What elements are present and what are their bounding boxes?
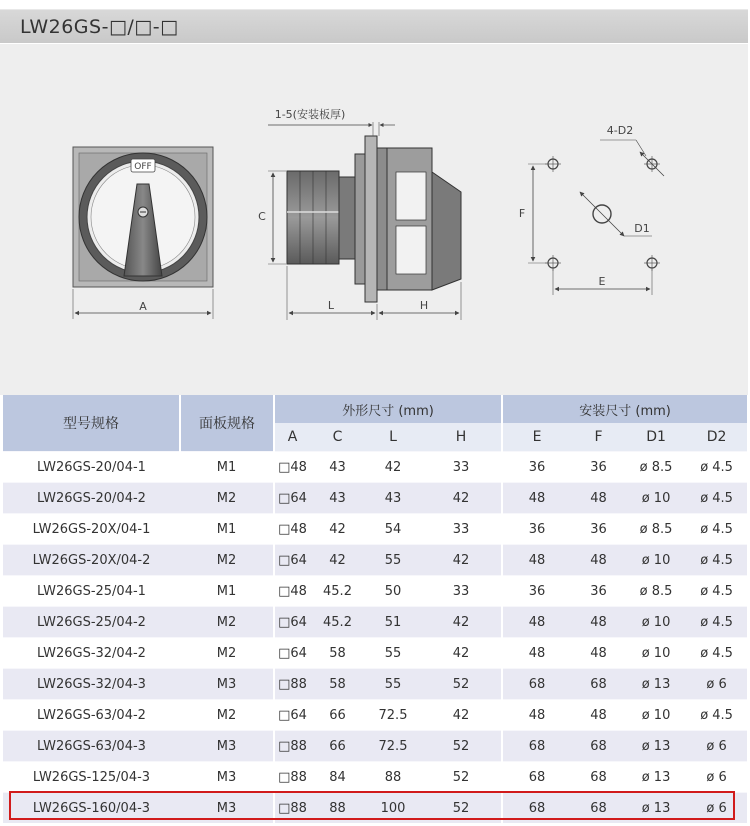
cell-model: LW26GS-20/04-2	[3, 483, 180, 514]
subheader-e: E	[502, 423, 571, 452]
table-row	[3, 545, 747, 576]
cell-d1: ø 13	[626, 731, 686, 762]
cell-model: LW26GS-125/04-3	[3, 762, 180, 793]
cell-d2: ø 6	[686, 793, 747, 824]
cell-f: 36	[571, 576, 626, 607]
cell-a: □88	[274, 762, 310, 793]
cell-f: 68	[571, 731, 626, 762]
cell-f: 48	[571, 638, 626, 669]
cell-panel: M1	[180, 514, 274, 545]
title-bar	[0, 9, 748, 43]
subheader-d1: D1	[626, 423, 686, 452]
cell-a: □88	[274, 793, 310, 824]
cell-panel: M2	[180, 638, 274, 669]
cell-a: □88	[274, 669, 310, 700]
cell-panel: M3	[180, 793, 274, 824]
subheader-d2: D2	[686, 423, 747, 452]
cell-d1: ø 10	[626, 638, 686, 669]
cell-c: 58	[310, 669, 365, 700]
cell-c: 42	[310, 545, 365, 576]
cell-d2: ø 4.5	[686, 514, 747, 545]
cell-l: 100	[365, 793, 421, 824]
cell-e: 36	[502, 452, 571, 483]
cell-e: 36	[502, 576, 571, 607]
cell-c: 42	[310, 514, 365, 545]
cell-d1: ø 10	[626, 545, 686, 576]
dim-e-label: E	[598, 275, 606, 288]
cell-f: 48	[571, 483, 626, 514]
header-mount-dims: 安装尺寸 (mm)	[502, 395, 747, 423]
subheader-l: L	[365, 423, 421, 452]
dim-h-label: H	[419, 299, 429, 312]
cell-h: 33	[421, 576, 502, 607]
cell-c: 88	[310, 793, 365, 824]
cell-l: 50	[365, 576, 421, 607]
table-row	[3, 669, 747, 700]
cell-e: 48	[502, 638, 571, 669]
cell-e: 36	[502, 514, 571, 545]
cell-f: 48	[571, 700, 626, 731]
cell-d2: ø 4.5	[686, 452, 747, 483]
subheader-f: F	[571, 423, 626, 452]
cell-a: □48	[274, 514, 310, 545]
cell-d1: ø 8.5	[626, 514, 686, 545]
cell-e: 48	[502, 545, 571, 576]
table-row	[3, 762, 747, 793]
cell-panel: M3	[180, 762, 274, 793]
header-panel: 面板规格	[180, 395, 274, 452]
cell-a: □48	[274, 452, 310, 483]
dim-f-label: F	[518, 207, 526, 220]
cell-f: 48	[571, 607, 626, 638]
cell-e: 68	[502, 731, 571, 762]
page-title: LW26GS-□/□-□	[20, 16, 179, 38]
cell-h: 42	[421, 607, 502, 638]
cell-d1: ø 13	[626, 669, 686, 700]
cell-panel: M1	[180, 576, 274, 607]
cell-model: LW26GS-25/04-1	[3, 576, 180, 607]
cell-f: 68	[571, 762, 626, 793]
cell-d2: ø 6	[686, 731, 747, 762]
cell-l: 88	[365, 762, 421, 793]
cell-a: □48	[274, 576, 310, 607]
header-model: 型号规格	[3, 395, 180, 452]
table-row	[3, 483, 747, 514]
cell-d2: ø 6	[686, 669, 747, 700]
mounting-diagram	[519, 124, 664, 295]
cell-d2: ø 4.5	[686, 576, 747, 607]
cell-f: 36	[571, 452, 626, 483]
subheader-a: A	[274, 423, 310, 452]
cell-d1: ø 8.5	[626, 576, 686, 607]
cell-c: 66	[310, 700, 365, 731]
plate-thickness-label: 1-5(安装板厚)	[274, 108, 346, 121]
cell-a: □64	[274, 607, 310, 638]
dim-d2-label: 4-D2	[606, 124, 634, 137]
cell-h: 42	[421, 638, 502, 669]
dim-a-label: A	[139, 300, 147, 313]
header-outline-dims: 外形尺寸 (mm)	[274, 395, 502, 423]
cell-h: 33	[421, 452, 502, 483]
cell-panel: M3	[180, 731, 274, 762]
cell-c: 84	[310, 762, 365, 793]
cell-a: □88	[274, 731, 310, 762]
cell-d1: ø 10	[626, 700, 686, 731]
cell-model: LW26GS-63/04-3	[3, 731, 180, 762]
cell-model: LW26GS-32/04-2	[3, 638, 180, 669]
cell-panel: M3	[180, 669, 274, 700]
cell-h: 52	[421, 762, 502, 793]
cell-l: 55	[365, 669, 421, 700]
cell-a: □64	[274, 545, 310, 576]
cell-model: LW26GS-20/04-1	[3, 452, 180, 483]
table-row	[3, 452, 747, 483]
cell-a: □64	[274, 483, 310, 514]
dim-l-label: L	[327, 299, 335, 312]
cell-d2: ø 4.5	[686, 700, 747, 731]
cell-c: 58	[310, 638, 365, 669]
spec-table-body	[3, 452, 747, 824]
cell-panel: M2	[180, 545, 274, 576]
cell-d1: ø 10	[626, 483, 686, 514]
table-row	[3, 514, 747, 545]
cell-d1: ø 8.5	[626, 452, 686, 483]
spec-table	[3, 395, 747, 823]
cell-model: LW26GS-160/04-3	[3, 793, 180, 824]
cell-e: 48	[502, 607, 571, 638]
cell-e: 68	[502, 669, 571, 700]
cell-d1: ø 13	[626, 793, 686, 824]
cell-d2: ø 4.5	[686, 545, 747, 576]
cell-l: 42	[365, 452, 421, 483]
subheader-c: C	[310, 423, 365, 452]
off-label: OFF	[134, 162, 152, 172]
cell-a: □64	[274, 638, 310, 669]
dimension-drawing-svg	[0, 44, 748, 395]
cell-f: 68	[571, 669, 626, 700]
cell-panel: M2	[180, 607, 274, 638]
cell-e: 48	[502, 483, 571, 514]
cell-c: 43	[310, 452, 365, 483]
cell-model: LW26GS-32/04-3	[3, 669, 180, 700]
cell-f: 68	[571, 793, 626, 824]
table-row	[3, 700, 747, 731]
table-row	[3, 638, 747, 669]
cell-panel: M2	[180, 700, 274, 731]
cell-h: 42	[421, 483, 502, 514]
cell-h: 42	[421, 700, 502, 731]
cell-l: 51	[365, 607, 421, 638]
cell-d2: ø 4.5	[686, 638, 747, 669]
cell-l: 72.5	[365, 731, 421, 762]
cell-d2: ø 4.5	[686, 607, 747, 638]
cell-d2: ø 6	[686, 762, 747, 793]
cell-l: 54	[365, 514, 421, 545]
cell-l: 43	[365, 483, 421, 514]
cell-h: 42	[421, 545, 502, 576]
cell-c: 66	[310, 731, 365, 762]
table-row	[3, 731, 747, 762]
dimension-drawing	[0, 44, 748, 395]
cell-e: 68	[502, 762, 571, 793]
cell-model: LW26GS-20X/04-1	[3, 514, 180, 545]
table-row	[3, 607, 747, 638]
dim-c-label: C	[258, 210, 266, 223]
cell-l: 55	[365, 545, 421, 576]
side-view	[258, 107, 461, 320]
cell-f: 36	[571, 514, 626, 545]
subheader-h: H	[421, 423, 502, 452]
cell-h: 52	[421, 793, 502, 824]
cell-f: 48	[571, 545, 626, 576]
cell-panel: M1	[180, 452, 274, 483]
cell-h: 33	[421, 514, 502, 545]
cell-d1: ø 10	[626, 607, 686, 638]
cell-model: LW26GS-20X/04-2	[3, 545, 180, 576]
cell-h: 52	[421, 669, 502, 700]
cell-c: 43	[310, 483, 365, 514]
table-row	[3, 793, 747, 824]
cell-h: 52	[421, 731, 502, 762]
dim-d1-label: D1	[634, 222, 650, 235]
cell-d2: ø 4.5	[686, 483, 747, 514]
cell-model: LW26GS-63/04-2	[3, 700, 180, 731]
cell-l: 72.5	[365, 700, 421, 731]
cell-panel: M2	[180, 483, 274, 514]
cell-c: 45.2	[310, 576, 365, 607]
cell-a: □64	[274, 700, 310, 731]
table-row	[3, 576, 747, 607]
cell-d1: ø 13	[626, 762, 686, 793]
cell-c: 45.2	[310, 607, 365, 638]
front-view	[73, 147, 213, 319]
cell-e: 68	[502, 793, 571, 824]
cell-l: 55	[365, 638, 421, 669]
cell-e: 48	[502, 700, 571, 731]
cell-model: LW26GS-25/04-2	[3, 607, 180, 638]
